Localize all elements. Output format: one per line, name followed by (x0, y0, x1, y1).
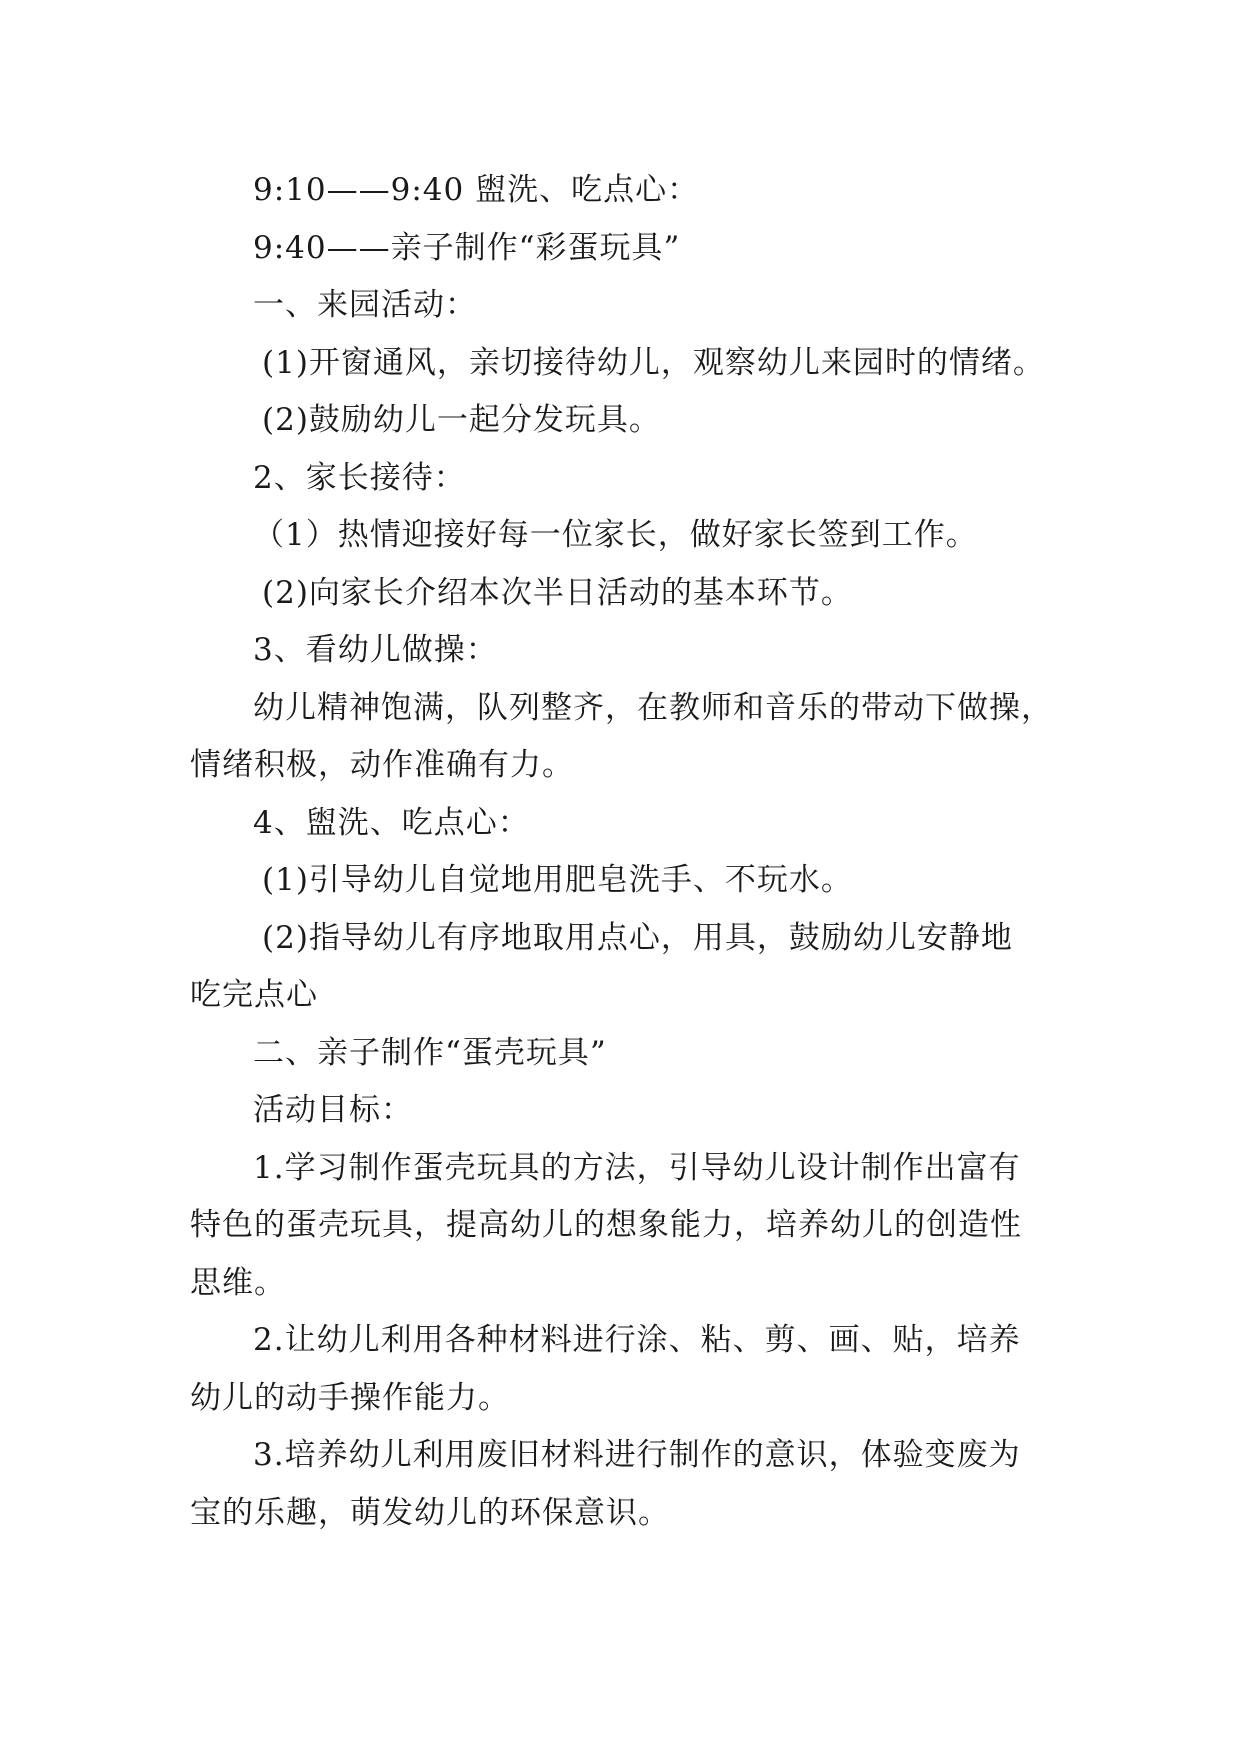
paragraph-line: (2)指导幼儿有序地取用点心，用具，鼓励幼儿安静地 (262, 920, 1013, 956)
paragraph-line: 3.培养幼儿利用废旧材料进行制作的意识，体验变废为 (253, 1437, 1021, 1473)
paragraph-line: (2)鼓励幼儿一起分发玩具。 (262, 402, 661, 438)
section-heading-snack: 4、盥洗、吃点心： (253, 805, 530, 841)
section-heading-arrival: 一、来园活动： (253, 287, 477, 323)
schedule-line-parent-child: 9:40——亲子制作“彩蛋玩具” (253, 230, 681, 266)
section-heading-parent-reception: 2、家长接待： (253, 460, 466, 496)
paragraph-line: 1.学习制作蛋壳玩具的方法，引导幼儿设计制作出富有 (253, 1150, 1021, 1186)
paragraph-line: 宝的乐趣，萌发幼儿的环保意识。 (190, 1495, 670, 1531)
section-heading-eggshell-toys: 二、亲子制作“蛋壳玩具” (253, 1035, 607, 1071)
paragraph-line: 幼儿精神饱满，队列整齐，在教师和音乐的带动下做操， (253, 690, 1053, 726)
paragraph-line: 吃完点心 (190, 977, 318, 1013)
paragraph-line: (2)向家长介绍本次半日活动的基本环节。 (262, 575, 853, 611)
paragraph-line: (1)开窗通风，亲切接待幼儿，观察幼儿来园时的情绪。 (262, 345, 1045, 381)
paragraph-line: 情绪积极，动作准确有力。 (190, 747, 574, 783)
paragraph-line: 2.让幼儿利用各种材料进行涂、粘、剪、画、贴，培养 (253, 1322, 1021, 1358)
paragraph-line: 特色的蛋壳玩具，提高幼儿的想象能力，培养幼儿的创造性 (190, 1207, 1022, 1243)
section-heading-objectives: 活动目标： (253, 1092, 413, 1128)
paragraph-line: 幼儿的动手操作能力。 (190, 1380, 510, 1416)
paragraph-line: 思维。 (190, 1265, 286, 1301)
paragraph-line: （1）热情迎接好每一位家长，做好家长签到工作。 (253, 517, 978, 553)
section-heading-exercise: 3、看幼儿做操： (253, 632, 498, 668)
paragraph-line: (1)引导幼儿自觉地用肥皂洗手、不玩水。 (262, 862, 853, 898)
schedule-line-washing: 9:10——9:40 盥洗、吃点心： (253, 172, 700, 208)
